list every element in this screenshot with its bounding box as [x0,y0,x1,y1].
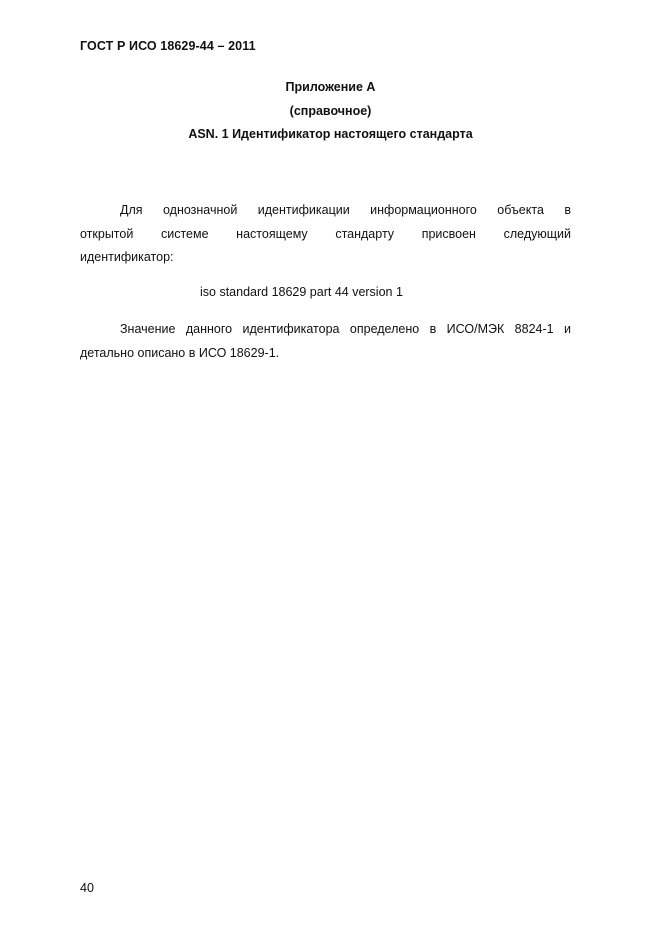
appendix-subject: ASN. 1 Идентификатор настоящего стандарта [188,127,473,141]
paragraph-line: Значение данного идентификатора определено в ИСО/МЭК 8824-1 и [120,322,571,336]
identification-paragraph [80,199,571,270]
page-number: 40 [80,881,94,895]
standard-code-header: ГОСТ Р ИСО 18629-44 – 2011 [80,39,256,53]
paragraph-line: детально описано в ИСО 18629-1. [80,345,280,360]
paragraph-line: идентификатор: [80,250,174,264]
paragraph-line: Для однозначной идентификации информационного объекта в [120,203,571,217]
standard-identifier: iso standard 18629 part 44 version 1 [200,285,403,299]
paragraph-line: открытой системе настоящему стандарту присвоен следующий [80,226,571,241]
appendix-title: Приложение А [285,80,376,94]
appendix-type: (справочное) [289,104,372,118]
reference-paragraph [80,318,571,365]
